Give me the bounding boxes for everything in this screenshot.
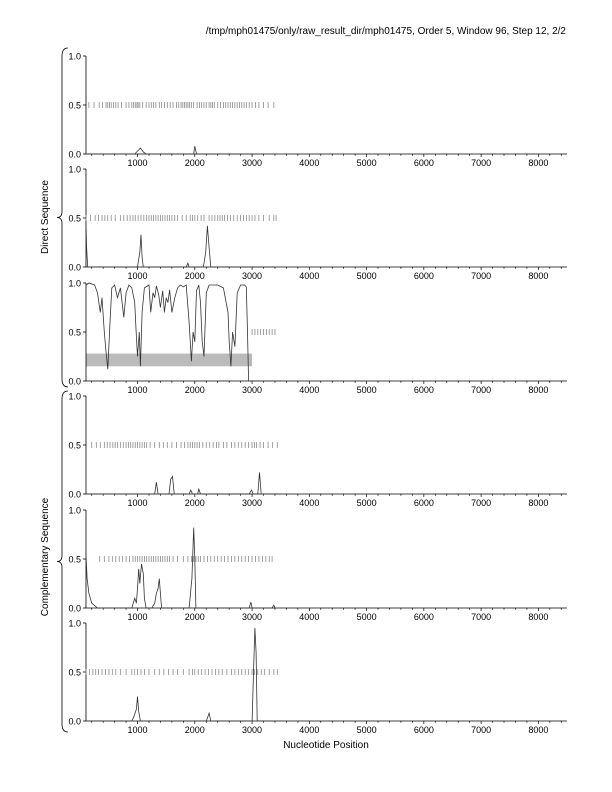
x-tick-label: 1000 [127,385,148,395]
group-brackets [57,48,68,732]
y-tick-label: 0.0 [68,716,81,727]
y-tick-label: 0.0 [68,603,81,614]
x-tick-label: 5000 [356,271,377,281]
x-tick-label: 7000 [471,385,492,395]
x-tick-label: 5000 [356,498,377,508]
x-tick-label: 6000 [413,271,434,281]
panel-6 [68,619,567,736]
x-tick-label: 4000 [299,271,320,281]
x-tick-label: 8000 [528,385,549,395]
y-tick-label: 0.0 [68,262,81,273]
panel-2 [68,165,567,282]
x-tick-label: 4000 [299,158,320,168]
x-tick-label: 6000 [413,158,434,168]
x-tick-label: 1000 [127,498,148,508]
panel-5 [68,506,567,623]
y-tick-label: 1.0 [68,51,81,62]
x-tick-label: 4000 [299,385,320,395]
x-tick-label: 7000 [471,725,492,735]
x-tick-label: 8000 [528,271,549,281]
x-tick-label: 6000 [413,385,434,395]
complementary-bracket [57,391,68,732]
x-tick-label: 2000 [184,385,205,395]
x-tick-label: 3000 [242,498,263,508]
x-tick-label: 6000 [413,498,434,508]
x-tick-label: 8000 [528,158,549,168]
coding-potential-line [86,223,275,267]
x-tick-label: 2000 [184,612,205,622]
y-tick-label: 1.0 [68,505,81,516]
x-tick-label: 3000 [242,612,263,622]
panel-3 [68,279,567,396]
x-tick-label: 5000 [356,385,377,395]
x-tick-label: 4000 [299,498,320,508]
x-tick-label: 2000 [184,725,205,735]
x-tick-label: 1000 [127,725,148,735]
x-tick-label: 7000 [471,158,492,168]
x-tick-label: 7000 [471,612,492,622]
direct-bracket [57,48,68,387]
x-tick-label: 3000 [242,725,263,735]
x-tick-label: 3000 [242,158,263,168]
x-tick-label: 7000 [471,498,492,508]
chart-title: /tmp/mph01475/only/raw_result_dir/mph01475, Order 5, Window 96, Step 12, 2/2 [205,26,566,37]
y-tick-label: 1.0 [68,391,81,402]
y-tick-label: 0.5 [68,100,81,111]
x-tick-label: 2000 [184,498,205,508]
x-tick-label: 7000 [471,271,492,281]
y-tick-label: 1.0 [68,164,81,175]
y-tick-label: 0.0 [68,376,81,387]
y-tick-label: 0.0 [68,489,81,500]
x-tick-label: 4000 [299,725,320,735]
y-tick-label: 0.5 [68,554,81,565]
y-tick-label: 0.5 [68,440,81,451]
x-tick-label: 5000 [356,158,377,168]
x-tick-label: 8000 [528,725,549,735]
coding-potential-line [86,146,258,154]
x-tick-label: 6000 [413,612,434,622]
x-tick-label: 1000 [127,158,148,168]
x-tick-label: 4000 [299,612,320,622]
y-tick-label: 0.0 [68,149,81,160]
x-tick-label: 1000 [127,612,148,622]
x-tick-label: 8000 [528,612,549,622]
direct-sequence-label: Direct Sequence [40,180,51,254]
panel-1 [68,52,567,169]
x-tick-label: 2000 [184,271,205,281]
highlight-band [86,354,252,367]
x-axis-label: Nucleotide Position [283,740,369,751]
panels-group [68,52,567,736]
y-tick-label: 0.5 [68,213,81,224]
x-tick-label: 5000 [356,725,377,735]
x-tick-label: 3000 [242,271,263,281]
y-tick-label: 1.0 [68,618,81,629]
x-tick-label: 2000 [184,158,205,168]
y-tick-label: 0.5 [68,667,81,678]
x-tick-label: 3000 [242,385,263,395]
panel-4 [68,392,567,509]
complementary-sequence-label: Complementary Sequence [40,497,51,617]
y-tick-label: 1.0 [68,278,81,289]
y-tick-label: 0.5 [68,327,81,338]
coding-potential-line [86,472,281,494]
x-tick-label: 6000 [413,725,434,735]
x-tick-label: 1000 [127,271,148,281]
x-tick-label: 8000 [528,498,549,508]
x-tick-label: 5000 [356,612,377,622]
coding-potential-line [86,528,275,608]
